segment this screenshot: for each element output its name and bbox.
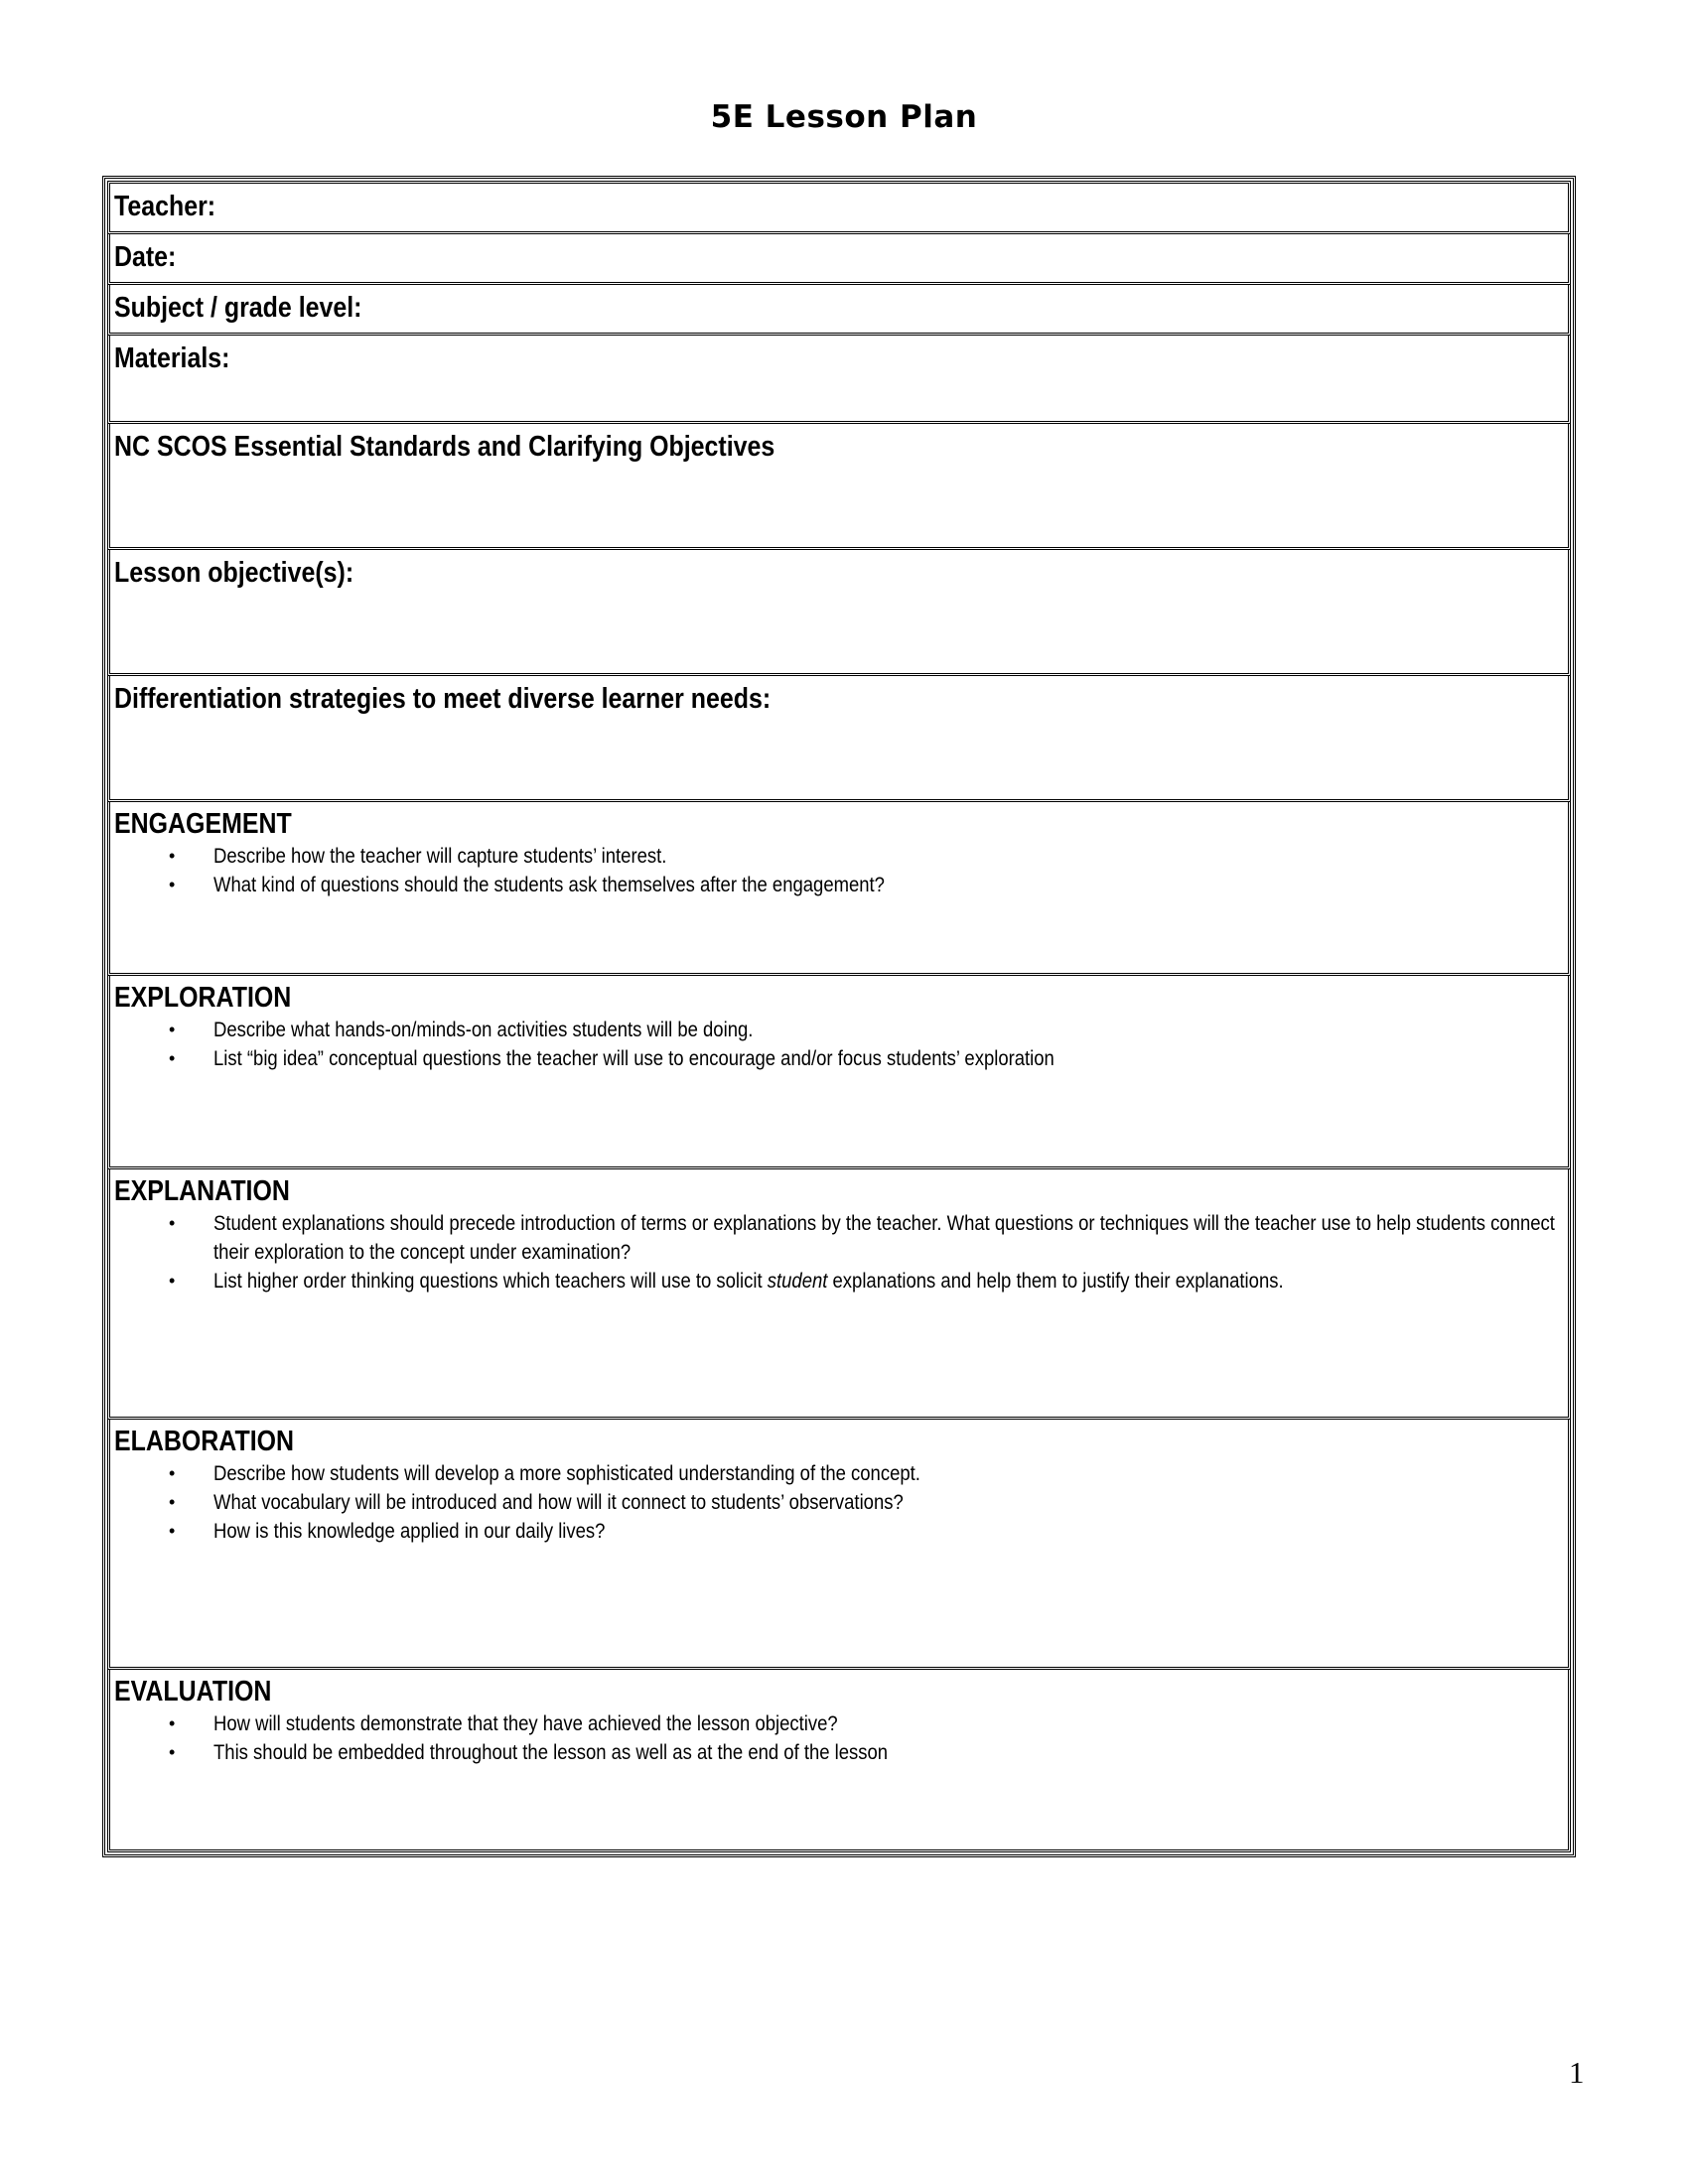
explanation-heading: EXPLANATION [114,1175,290,1207]
standards-label: NC SCOS Essential Standards and Clarifying Objectives [114,431,775,463]
explanation-bullets [114,1209,1564,1296]
list-item: • This should be embedded throughout the lesson as well as at the end of the lesson [114,1738,1564,1767]
date-row[interactable] [107,234,1571,285]
bullet-icon: • [169,1213,176,1233]
bullet-icon: • [169,1713,176,1733]
standards-row[interactable] [107,424,1571,550]
bullet-icon: • [169,1048,176,1068]
explanation-section[interactable] [107,1169,1571,1420]
differentiation-label: Differentiation strategies to meet diverse learner needs: [114,683,772,715]
evaluation-section[interactable] [107,1670,1571,1852]
engagement-section[interactable] [107,802,1571,976]
explanation-bullet-2: List higher order thinking questions which teachers will use to solicit student explanations and help them to justify their explanations. [213,1270,1284,1293]
lesson-plan-table [102,176,1576,1857]
engagement-heading: ENGAGEMENT [114,808,292,840]
exploration-bullets [114,1016,1564,1073]
subject-grade-label: Subject / grade level: [114,292,362,324]
evaluation-bullets [114,1709,1564,1767]
materials-row[interactable] [107,336,1571,424]
bullet-icon: • [169,1742,176,1762]
elaboration-bullets [114,1459,1564,1546]
document-title: 5E Lesson Plan [710,99,978,135]
subject-grade-row[interactable] [107,285,1571,336]
list-item: • Describe how students will develop a more sophisticated understanding of the concept. [114,1459,1564,1488]
list-item: • Describe what hands-on/minds-on activities students will be doing. [114,1016,1564,1044]
list-item: • What vocabulary will be introduced and how will it connect to students’ observations? [114,1488,1564,1517]
list-item: • How will students demonstrate that they have achieved the lesson objective? [114,1709,1564,1738]
bullet-icon: • [169,1271,176,1291]
page-number: 1 [1569,2055,1585,2090]
engagement-bullets [114,842,1564,899]
objectives-row[interactable] [107,550,1571,676]
bullet-icon: • [169,1020,176,1039]
list-item [114,1267,1564,1296]
exploration-heading: EXPLORATION [114,982,292,1014]
list-item: • How is this knowledge applied in our daily lives? [114,1517,1564,1546]
bullet-icon: • [169,1521,176,1541]
bullet-icon: • [169,846,176,866]
date-label: Date: [114,241,177,273]
teacher-label: Teacher: [114,191,216,222]
list-item: • List “big idea” conceptual questions the teacher will use to encourage and/or focus students’ exploration [114,1044,1564,1073]
elaboration-heading: ELABORATION [114,1426,295,1457]
bullet-icon: • [169,1492,176,1512]
materials-label: Materials: [114,342,230,374]
bullet-icon: • [169,875,176,894]
list-item: • Student explanations should precede introduction of terms or explanations by the teacher. What questions or techniques will the teacher use to help students connect their exploration to the concept under examination? [114,1209,1564,1267]
bullet-icon: • [169,1463,176,1483]
teacher-row[interactable] [107,181,1571,234]
elaboration-section[interactable] [107,1420,1571,1670]
exploration-section[interactable] [107,976,1571,1169]
list-item: • Describe how the teacher will capture students’ interest. [114,842,1564,871]
evaluation-heading: EVALUATION [114,1676,272,1707]
objectives-label: Lesson objective(s): [114,557,354,589]
list-item: • What kind of questions should the students ask themselves after the engagement? [114,871,1564,899]
differentiation-row[interactable] [107,676,1571,802]
